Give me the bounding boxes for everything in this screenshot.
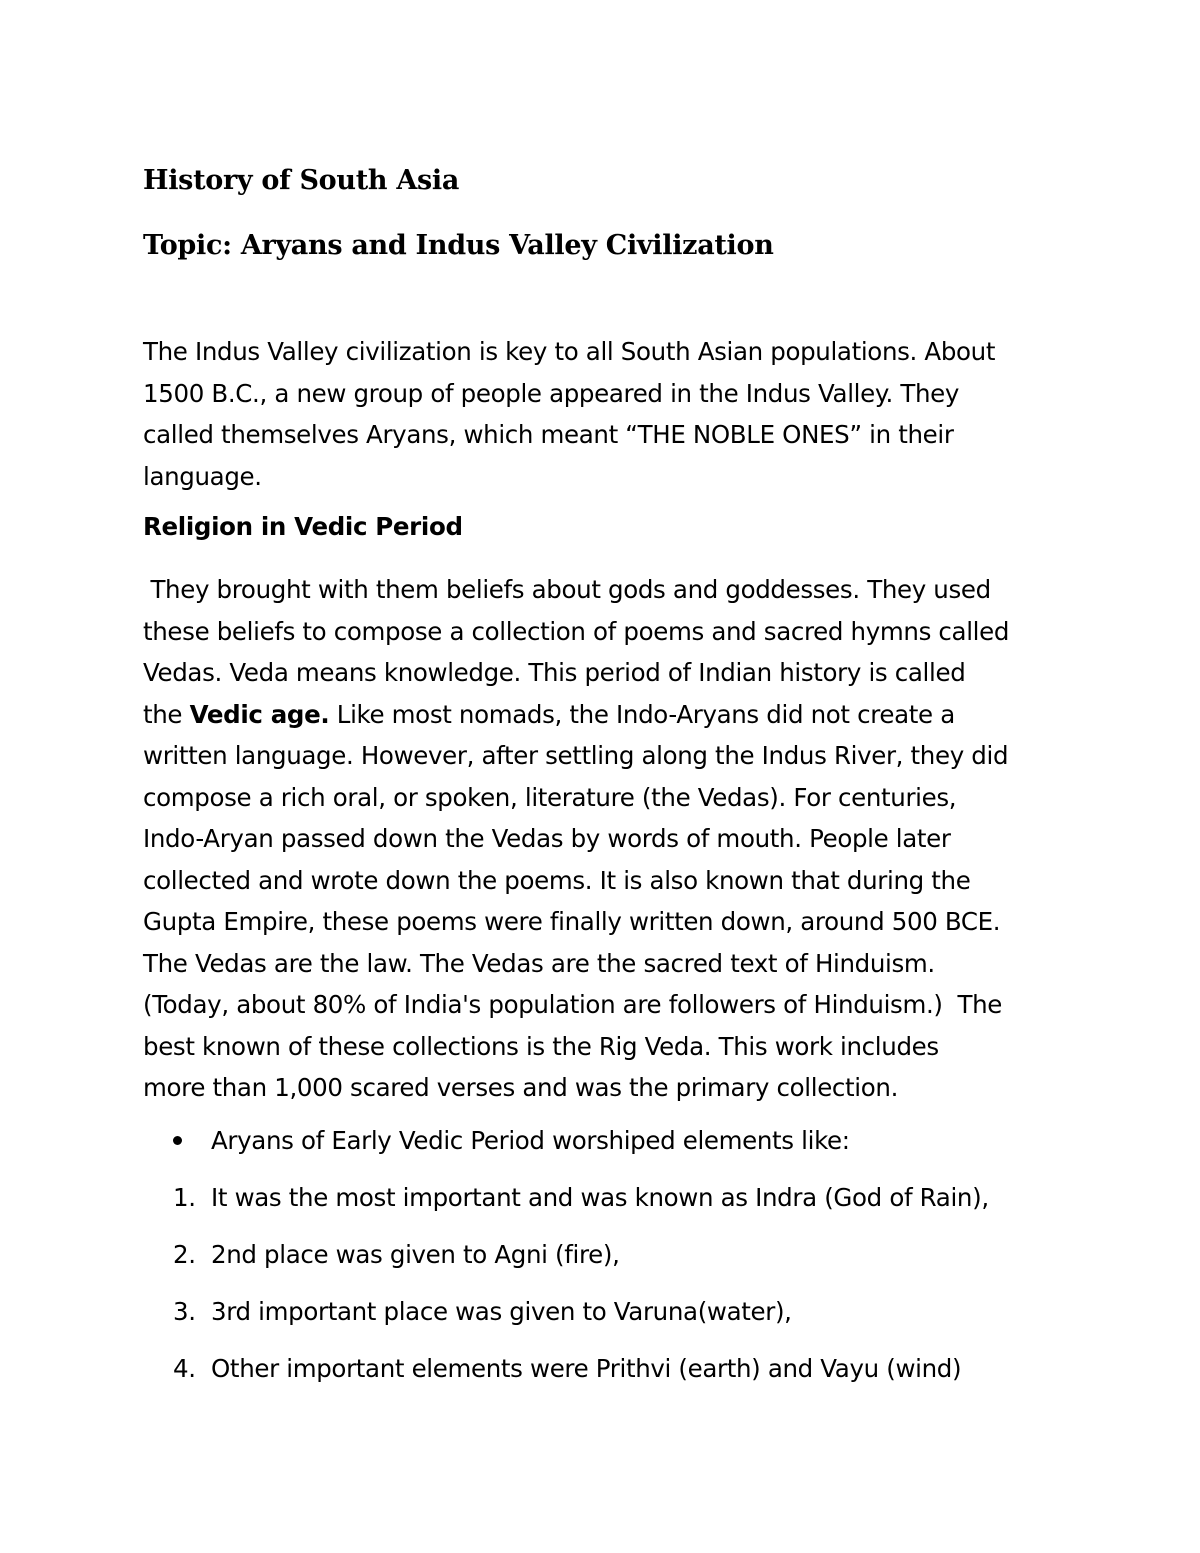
religion-paragraph <box>143 569 1083 1109</box>
paragraph-line: Gupta Empire, these poems were finally written down, around 500 BCE. <box>143 907 1001 936</box>
intro-paragraph <box>143 331 1083 497</box>
list-item-text: It was the most important and was known as Indra (God of Rain), <box>211 1183 989 1212</box>
topic-heading: Topic: Aryans and Indus Valley Civilization <box>143 230 774 261</box>
list-number: 1. <box>173 1183 196 1212</box>
bullet-item <box>143 1126 850 1155</box>
list-number: 4. <box>173 1354 196 1383</box>
vedic-age-term: Vedic age. <box>189 699 330 729</box>
paragraph-line: They brought with them beliefs about gods and goddesses. They used <box>143 575 991 604</box>
list-number: 3. <box>173 1297 196 1326</box>
intro-line: The Indus Valley civilization is key to all South Asian populations. About <box>143 337 996 366</box>
section-heading: Religion in Vedic Period <box>143 512 463 541</box>
paragraph-line: compose a rich oral, or spoken, literature (the Vedas). For centuries, <box>143 782 957 812</box>
paragraph-line: written language. However, after settling along the Indus River, they did <box>143 741 1009 770</box>
intro-line: language. <box>143 461 262 491</box>
paragraph-line: (Today, about 80% of India's population are followers of Hinduism.) The <box>143 990 1003 1019</box>
bullet-dot-icon <box>173 1136 182 1145</box>
line-suffix: Like most nomads, the Indo-Aryans did not create a <box>329 699 955 729</box>
paragraph-line <box>143 694 1083 736</box>
numbered-item <box>143 1240 620 1269</box>
paragraph-line: these beliefs to compose a collection of poems and sacred hymns called <box>143 616 1010 646</box>
numbered-item <box>143 1297 792 1326</box>
paragraph-line: Vedas. Veda means knowledge. This period of Indian history is called <box>143 658 966 687</box>
intro-line: called themselves Aryans, which meant “THE NOBLE ONES” in their <box>143 420 954 449</box>
bullet-marker <box>143 1126 211 1155</box>
numbered-item <box>143 1354 961 1383</box>
paragraph-line: Indo-Aryan passed down the Vedas by words of mouth. People later <box>143 824 951 853</box>
paragraph-line: collected and wrote down the poems. It is also known that during the <box>143 865 971 895</box>
paragraph-line: more than 1,000 scared verses and was the primary collection. <box>143 1073 899 1102</box>
intro-line: 1500 B.C., a new group of people appeared in the Indus Valley. They <box>143 378 960 408</box>
paragraph-line: The Vedas are the law. The Vedas are the sacred text of Hinduism. <box>143 948 935 978</box>
bullet-text: Aryans of Early Vedic Period worshiped elements like: <box>211 1126 850 1155</box>
line-prefix: the <box>143 699 190 729</box>
document-title: History of South Asia <box>143 165 460 196</box>
list-item-text: 3rd important place was given to Varuna(water), <box>211 1297 792 1326</box>
list-item-text: 2nd place was given to Agni (fire), <box>211 1240 620 1269</box>
paragraph-line: best known of these collections is the Rig Veda. This work includes <box>143 1031 939 1061</box>
list-item-text: Other important elements were Prithvi (earth) and Vayu (wind) <box>211 1354 962 1383</box>
list-number: 2. <box>173 1240 196 1269</box>
numbered-item <box>143 1183 989 1212</box>
